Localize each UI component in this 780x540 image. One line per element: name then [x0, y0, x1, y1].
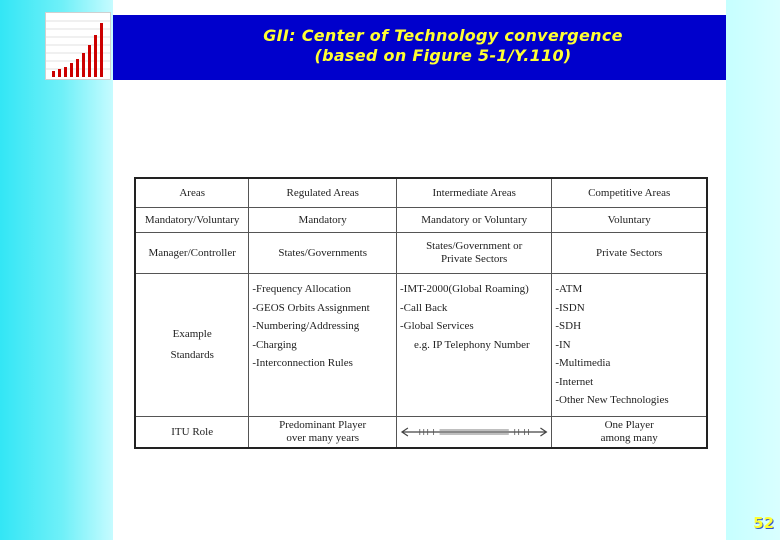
list-item: -SDH: [555, 320, 582, 332]
cell-itu-regulated: [249, 417, 397, 449]
table-row-mandatory: [135, 208, 707, 233]
row-label-example: [135, 274, 249, 417]
bar-chart-graphic: [46, 13, 110, 79]
technology-areas-table: [134, 177, 708, 449]
cell-manager-regulated: States/Governments: [249, 233, 397, 274]
list-item: -Other New Technologies: [555, 394, 669, 406]
slide-title-line1: GII: Center of Technology convergence: [263, 26, 623, 45]
list-item: -Multimedia: [555, 357, 611, 369]
table-row-itu-role: [135, 417, 707, 449]
row-label-example-line1: Example: [172, 328, 212, 340]
cell-example-intermediate: [397, 274, 552, 417]
cell-itu-intermediate-arrow: [397, 417, 552, 449]
cell-itu-regulated-line1: Predominant Player: [279, 419, 367, 431]
list-item: -GEOS Orbits Assignment: [252, 301, 370, 314]
slide-title-line2: (based on Figure 5-1/Y.110): [314, 46, 572, 65]
row-label-example-line2: Standards: [170, 349, 214, 361]
cell-mandatory-regulated: Mandatory: [249, 208, 397, 233]
cell-itu-competitive-line2: among many: [600, 432, 658, 444]
row-label-manager: Manager/Controller: [135, 233, 249, 274]
header-competitive-areas: Competitive Areas: [552, 178, 707, 208]
list-item: -Global Services: [400, 320, 474, 332]
cell-manager-competitive: Private Sectors: [552, 233, 707, 274]
cell-example-regulated: [249, 274, 397, 417]
cell-itu-competitive: [552, 417, 707, 449]
bar-chart-logo-icon: [45, 12, 111, 80]
header-regulated-areas: Regulated Areas: [249, 178, 397, 208]
list-item: -Internet: [555, 375, 594, 388]
list-item: -ISDN: [555, 301, 585, 314]
row-label-itu-role: ITU Role: [135, 417, 249, 449]
list-item: -Call Back: [400, 301, 448, 314]
list-item: -Charging: [252, 338, 297, 351]
list-item: -ATM: [555, 283, 583, 295]
list-item: -Frequency Allocation: [252, 283, 352, 295]
cell-itu-competitive-line1: One Player: [604, 419, 654, 431]
double-arrow-icon: [400, 426, 548, 438]
cell-manager-intermediate-line1: States/Government or: [426, 240, 523, 252]
row-label-mandatory: Mandatory/Voluntary: [135, 208, 249, 233]
cell-itu-regulated-line2: over many years: [286, 432, 360, 444]
cell-manager-intermediate-line2: Private Sectors: [441, 253, 508, 265]
list-item-example-note: e.g. IP Telephony Number: [414, 338, 530, 351]
table-header-row: [135, 178, 707, 208]
cell-example-competitive: [552, 274, 707, 417]
slide-title: [113, 26, 773, 66]
table-row-example-standards: [135, 274, 707, 417]
list-item: -Numbering/Addressing: [252, 320, 360, 332]
cell-mandatory-competitive: Voluntary: [552, 208, 707, 233]
header-areas: Areas: [135, 178, 249, 208]
cell-manager-intermediate: [397, 233, 552, 274]
header-intermediate-areas: Intermediate Areas: [397, 178, 552, 208]
table-row-manager: [135, 233, 707, 274]
cell-mandatory-intermediate: Mandatory or Voluntary: [397, 208, 552, 233]
list-item: -Interconnection Rules: [252, 357, 353, 369]
page-number: 52: [753, 514, 774, 532]
list-item: -IN: [555, 338, 571, 351]
right-decorative-band: [726, 0, 780, 540]
list-item: -IMT-2000(Global Roaming): [400, 283, 529, 295]
